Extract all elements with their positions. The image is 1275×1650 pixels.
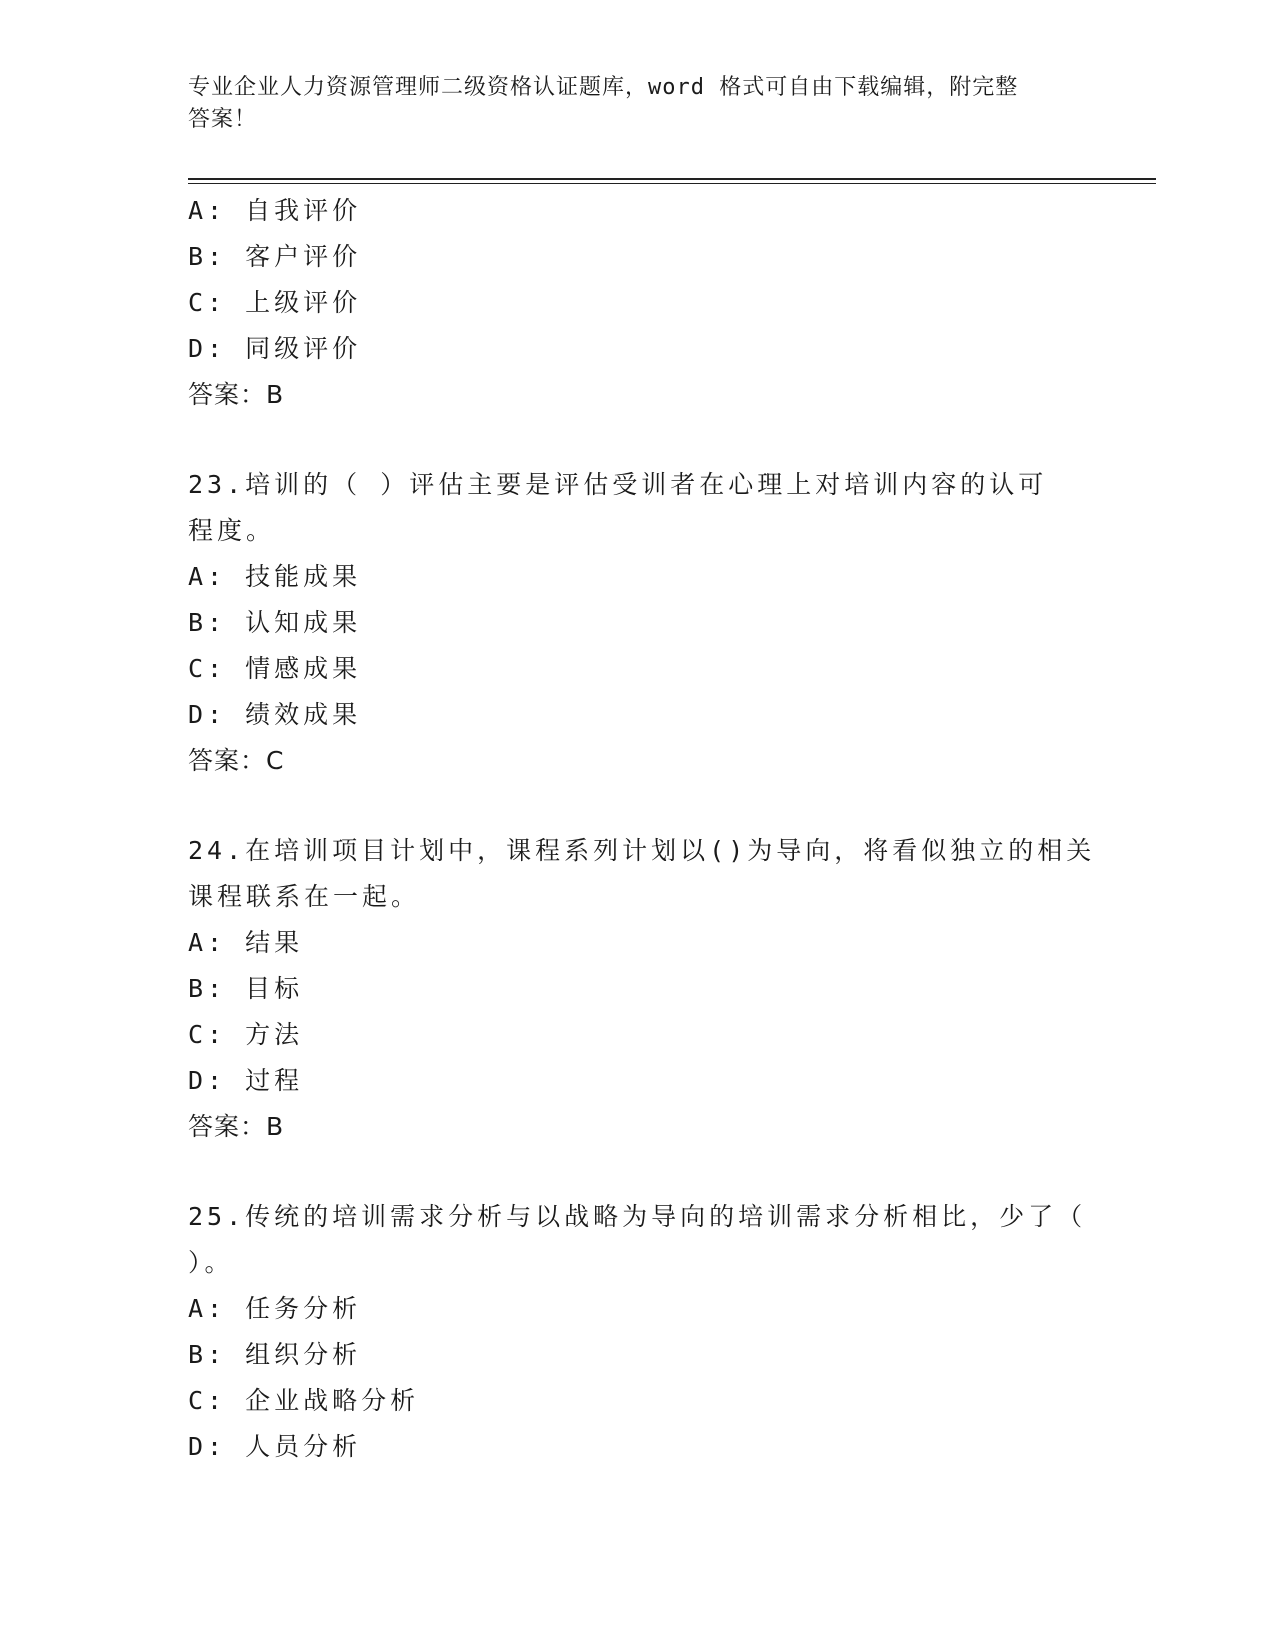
option-a: A: 自我评价 <box>188 196 362 225</box>
option-a: A: 技能成果 <box>188 562 362 591</box>
option-a: A: 结果 <box>188 928 304 957</box>
question-stem-line-1: 23.培训的（ ）评估主要是评估受训者在心理上对培训内容的认可 <box>188 470 1048 499</box>
spacer <box>188 784 1088 828</box>
document-header <box>188 72 1088 136</box>
question-stem-line-1: 25.传统的培训需求分析与以战略为导向的培训需求分析相比，少了（ <box>188 1202 1087 1231</box>
spacer <box>188 1150 1088 1194</box>
question-list <box>188 188 1096 1470</box>
option-b: B: 认知成果 <box>188 608 362 637</box>
option-a: A: 任务分析 <box>188 1294 362 1323</box>
answer-line: 答案：B <box>188 380 285 409</box>
option-c: C: 上级评价 <box>188 288 362 317</box>
header-line-2: 答案！ <box>188 107 258 132</box>
option-b: B: 客户评价 <box>188 242 362 271</box>
question-stem-line-1: 24.在培训项目计划中，课程系列计划以()为导向，将看似独立的相关 <box>188 836 1096 865</box>
question-22 <box>188 188 1088 418</box>
answer-line: 答案：B <box>188 1112 285 1141</box>
option-c: C: 方法 <box>188 1020 304 1049</box>
question-stem-line-2: ）。 <box>188 1248 234 1277</box>
option-c: C: 企业战略分析 <box>188 1386 420 1415</box>
option-b: B: 组织分析 <box>188 1340 362 1369</box>
option-d: D: 同级评价 <box>188 334 362 363</box>
question-24 <box>188 828 1096 1150</box>
question-23 <box>188 462 1088 784</box>
option-c: C: 情感成果 <box>188 654 362 683</box>
option-d: D: 绩效成果 <box>188 700 362 729</box>
header-line-1: 专业企业人力资源管理师二级资格认证题库，word 格式可自由下载编辑，附完整 <box>188 75 1019 100</box>
option-d: D: 过程 <box>188 1066 304 1095</box>
question-stem-line-2: 课程联系在一起。 <box>188 882 421 911</box>
question-stem-line-2: 程度。 <box>188 516 276 545</box>
option-d: D: 人员分析 <box>188 1432 362 1461</box>
answer-line: 答案：C <box>188 746 285 775</box>
option-b: B: 目标 <box>188 974 304 1003</box>
spacer <box>188 418 1088 462</box>
question-25 <box>188 1194 1088 1470</box>
header-divider-thin <box>188 183 1156 184</box>
header-divider-thick <box>188 178 1156 180</box>
